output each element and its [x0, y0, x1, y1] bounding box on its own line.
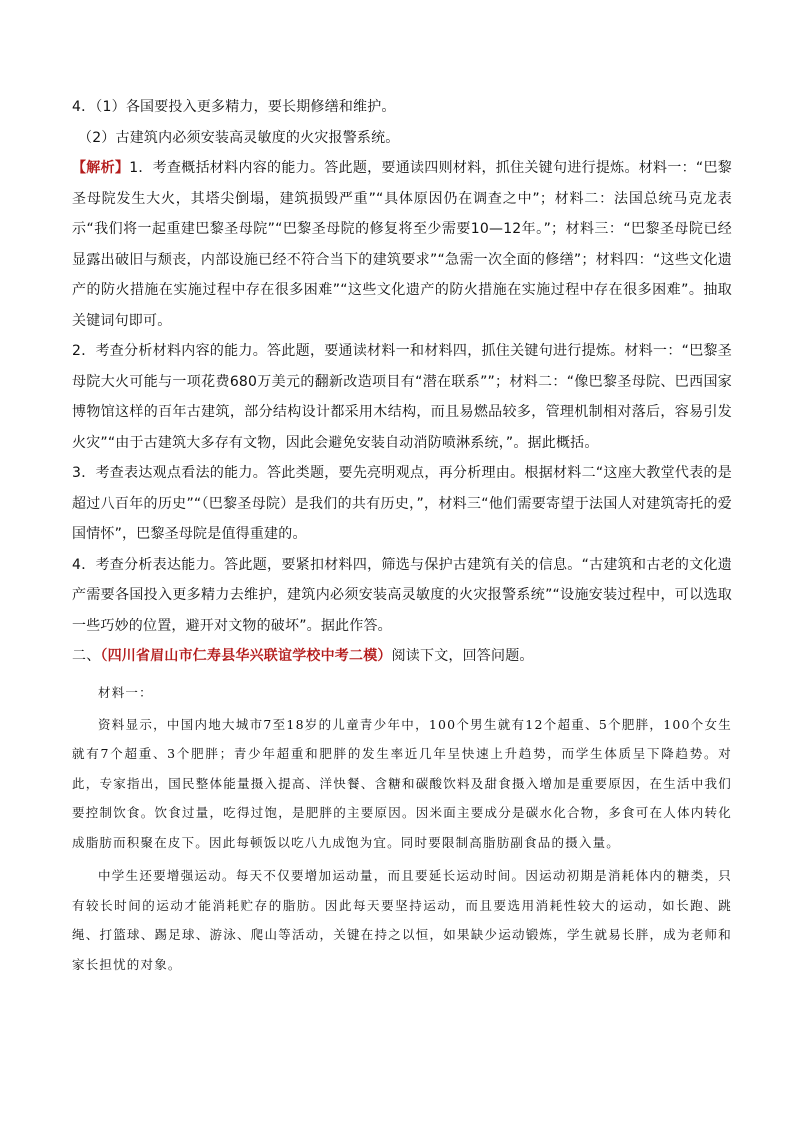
answer-4-2: （2）古建筑内必须安装高灵敏度的火灾报警系统。 — [78, 129, 400, 146]
passage-paragraph-1: 资料显示，中国内地大城市7至18岁的儿童青少年中，100个男生就有12个超重、5个肥胖，100个女生就有7个超重、3个肥胖；青少年超重和肥胖的发生率近几年呈快速上升趋势，而学生体质呈下降趋势。对此，专家指出，国民整体能量摄入提高、洋快餐、含糖和碳酸饮料及甜食摄入增加是重要原因，在生活中我们要控制饮食。饮食过量，吃得过饱，是肥胖的主要原因。因米面主要成分是碳水化合物，多食可在人体内转化成脂肪而积聚在皮下。因此每顿饭以吃八九成饱为宜。同时要限制高脂肪副食品的摄入量。 — [72, 716, 732, 850]
answer-4-1: 4．（1）各国要投入更多精力，要长期修缮和维护。 — [72, 99, 396, 115]
passage-paragraph-2: 中学生还要增强运动。每天不仅要增加运动量，而且要延长运动时间。因运动初期是消耗体内的糖类，只有较长时间的运动才能消耗贮存的脂肪。因此每天要坚持运动，而且要选用消耗性较大的运动，如长跑、跳绳、打篮球、踢足球、游泳、爬山等活动，关键在持之以恒，如果缺少运动锻炼，学生就易长胖，成为老师和家长担忧的对象。 — [72, 868, 732, 972]
analysis-paragraph-1 — [72, 153, 732, 336]
analysis-paragraph-4: 4．考查分析表达能力。答此题，要紧扣材料四，筛选与保护古建筑有关的信息。“古建筑和古老的文化遗产需要各国投入更多精力去维护，建筑内必须安装高灵敏度的火灾报警系统”“设施安装过程中，可以选取一些巧妙的位置，避开对文物的破坏”。据此作答。 — [72, 556, 732, 634]
section-2-source: （四川省眉山市仁寿县华兴联谊学校中考二模） — [100, 648, 392, 664]
passage-title: 材料一： — [98, 684, 153, 700]
section-2-instruction: 阅读下文，回答问题。 — [391, 648, 534, 664]
section-2-prefix: 二、 — [72, 648, 101, 664]
analysis-tag: 【解析】 — [72, 160, 130, 176]
section-2-heading — [72, 641, 732, 672]
document-page — [72, 92, 732, 979]
analysis-paragraph-2: 2．考查分析材料内容的能力。答此题，要通读材料一和材料四，抓住关键句进行提炼。材料一：“巴黎圣母院大火可能与一项花费680万美元的翻新改造项目有“潜在联系””；材料二：“像巴黎圣母院、巴西国家博物馆这样的百年古建筑，部分结构设计都采用木结构，而且易燃品较多，管理机制相对落后，容易引发火灾”“由于古建筑大多存有文物，因此会避免安装自动消防喷淋系统，”。据此概括。 — [72, 343, 732, 451]
analysis-text-1: 1．考查概括材料内容的能力。答此题，要通读四则材料，抓住关键句进行提炼。材料一：“巴黎圣母院发生大火，其塔尖倒塌，建筑损毁严重”“具体原因仍在调查之中”；材料二：法国总统马克龙表示“我们将一起重建巴黎圣母院”“巴黎圣母院的修复将至少需要10—12年。”；材料三：“巴黎圣母院已经显露出破旧与颓丧，内部设施已经不符合当下的建筑要求”“急需一次全面的修缮”；材料四：“这些文化遗产的防火措施在实施过程中存在很多困难”“这些文化遗产的防火措施在实施过程中存在很多困难”。抽取关键词句即可。 — [72, 160, 732, 329]
analysis-paragraph-3: 3．考查表达观点看法的能力。答此类题，要先亮明观点，再分析理由。根据材料二“这座大教堂代表的是超过八百年的历史”“（巴黎圣母院）是我们的共有历史，”，材料三“他们需要寄望于法国人对建筑寄托的爱国情怀”，巴黎圣母院是值得重建的。 — [72, 465, 732, 542]
